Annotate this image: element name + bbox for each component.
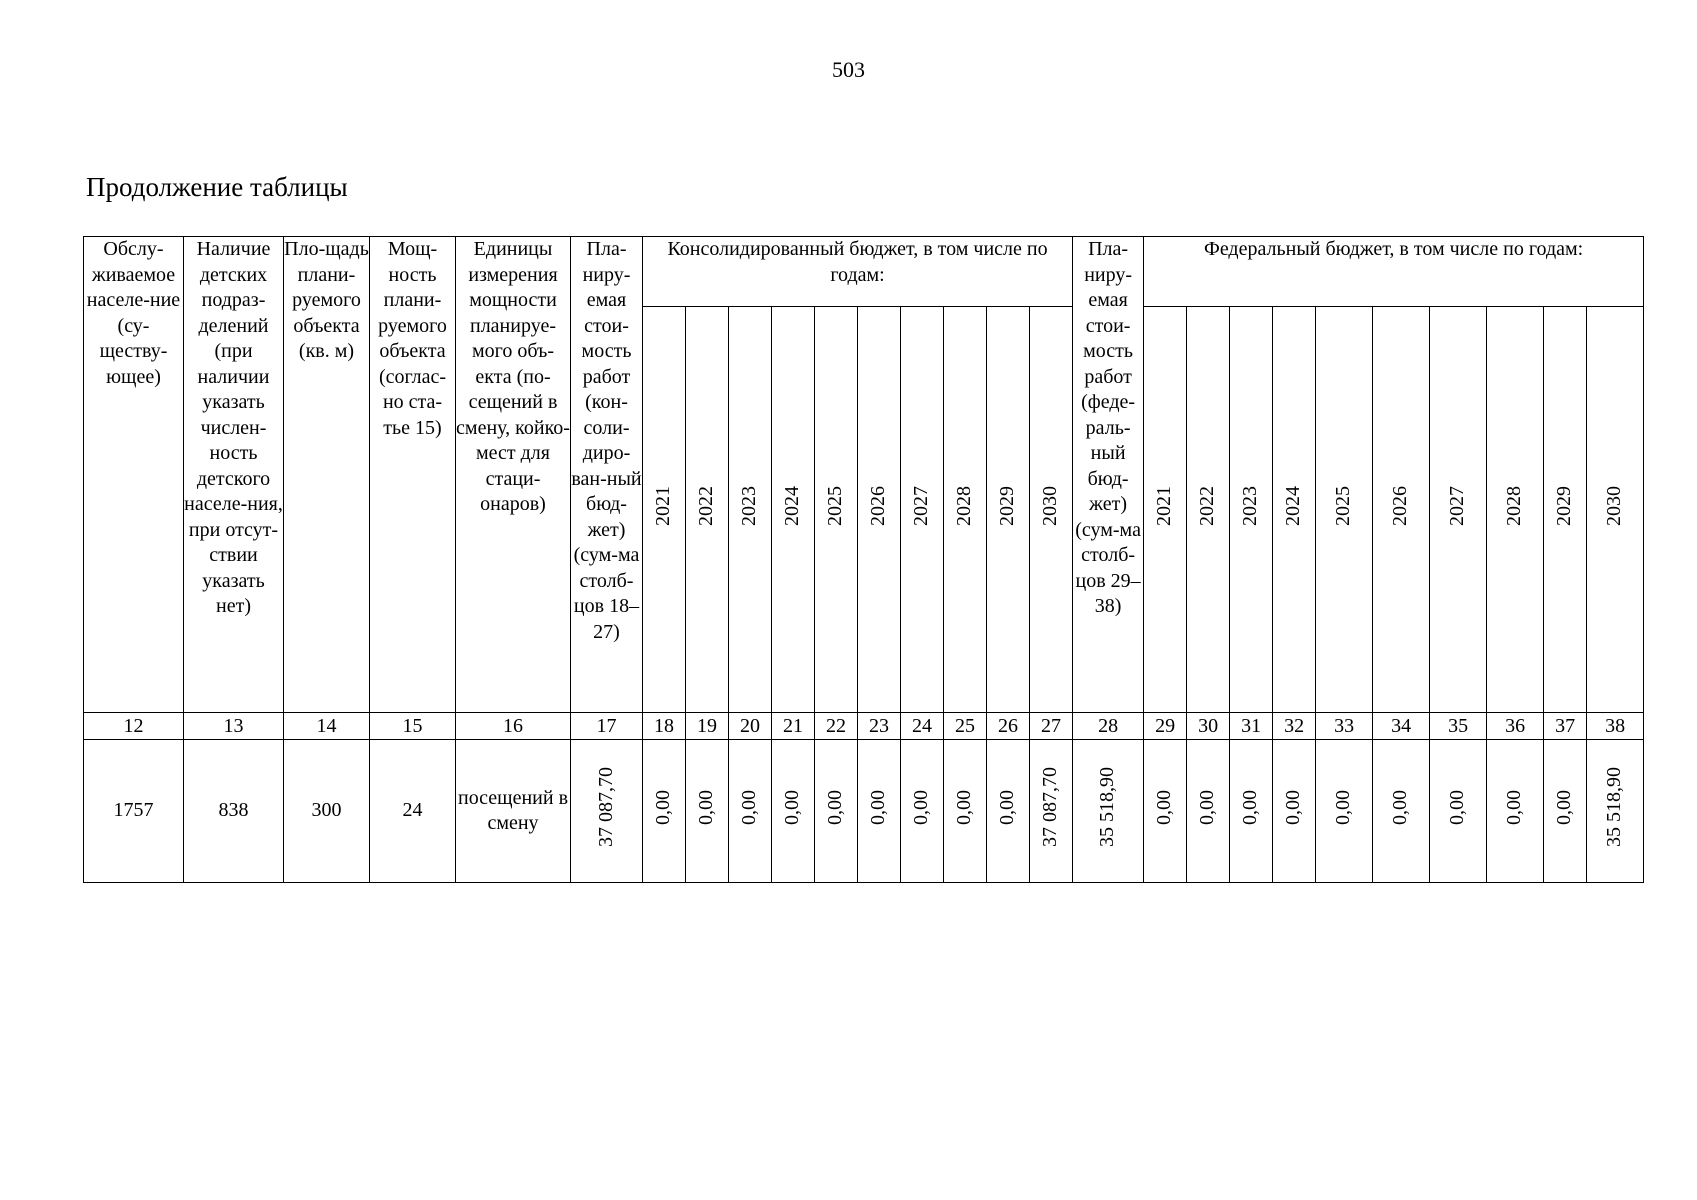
federal-year-header: 2022 xyxy=(1187,307,1230,713)
consolidated-year-header: 2022 xyxy=(686,307,729,713)
cell-consolidated-year: 0,00 xyxy=(686,740,729,883)
column-number: 26 xyxy=(987,713,1030,740)
cell-consolidated-cost: 37 087,70 xyxy=(571,740,643,883)
cell-area: 300 xyxy=(284,740,370,883)
column-number: 25 xyxy=(944,713,987,740)
header-capacity: Мощ-ность плани-руемого объекта (соглас-но ста-тье 15) xyxy=(370,237,456,713)
column-number: 12 xyxy=(84,713,184,740)
cell-consolidated-year: 0,00 xyxy=(858,740,901,883)
column-number: 28 xyxy=(1073,713,1144,740)
cell-consolidated-year: 0,00 xyxy=(901,740,944,883)
cell-federal-year: 0,00 xyxy=(1487,740,1544,883)
column-number: 29 xyxy=(1144,713,1187,740)
cell-federal-year: 0,00 xyxy=(1430,740,1487,883)
consolidated-year-header: 2021 xyxy=(643,307,686,713)
column-number-row xyxy=(84,713,1644,740)
cell-federal-year: 0,00 xyxy=(1187,740,1230,883)
column-number: 15 xyxy=(370,713,456,740)
consolidated-year-header: 2030 xyxy=(1030,307,1073,713)
column-number: 37 xyxy=(1544,713,1587,740)
column-number: 13 xyxy=(184,713,284,740)
cell-capacity-units: посещений в смену xyxy=(456,740,571,883)
table-caption: Продолжение таблицы xyxy=(86,172,348,202)
column-number: 18 xyxy=(643,713,686,740)
cell-federal-year: 0,00 xyxy=(1316,740,1373,883)
cell-consolidated-year: 0,00 xyxy=(944,740,987,883)
column-number: 33 xyxy=(1316,713,1373,740)
column-number: 32 xyxy=(1273,713,1316,740)
cell-served-population: 1757 xyxy=(84,740,184,883)
consolidated-year-header: 2024 xyxy=(772,307,815,713)
federal-year-header: 2023 xyxy=(1230,307,1273,713)
column-number: 31 xyxy=(1230,713,1273,740)
consolidated-year-header: 2027 xyxy=(901,307,944,713)
cell-federal-year: 0,00 xyxy=(1230,740,1273,883)
consolidated-year-header: 2023 xyxy=(729,307,772,713)
federal-year-header: 2027 xyxy=(1430,307,1487,713)
header-served-population: Обслу-живаемое населе-ние (су-ществу-ющее) xyxy=(84,237,184,713)
cell-federal-cost: 35 518,90 xyxy=(1073,740,1144,883)
column-number: 23 xyxy=(858,713,901,740)
budget-table xyxy=(83,236,1644,883)
column-number: 27 xyxy=(1030,713,1073,740)
consolidated-year-header: 2029 xyxy=(987,307,1030,713)
cell-consolidated-year: 37 087,70 xyxy=(1030,740,1073,883)
column-number: 38 xyxy=(1587,713,1644,740)
cell-consolidated-year: 0,00 xyxy=(987,740,1030,883)
column-number: 16 xyxy=(456,713,571,740)
header-children-units: Наличие детских подраз-делений (при наличии указать числен-ность детского населе-ния, при отсут-ствии указать нет) xyxy=(184,237,284,713)
federal-year-header: 2028 xyxy=(1487,307,1544,713)
cell-children-units: 838 xyxy=(184,740,284,883)
column-number: 21 xyxy=(772,713,815,740)
page-number: 503 xyxy=(832,57,865,82)
cell-consolidated-year: 0,00 xyxy=(772,740,815,883)
cell-consolidated-year: 0,00 xyxy=(815,740,858,883)
header-consolidated-cost: Пла-ниру-емая стои-мость работ (кон-соли-диро-ван-ный бюд-жет) (сум-ма столб-цов 18–27) xyxy=(571,237,643,713)
header-area: Пло-щадь плани-руемого объекта (кв. м) xyxy=(284,237,370,713)
consolidated-year-header: 2026 xyxy=(858,307,901,713)
cell-federal-year: 0,00 xyxy=(1144,740,1187,883)
consolidated-year-header: 2028 xyxy=(944,307,987,713)
cell-capacity: 24 xyxy=(370,740,456,883)
federal-year-header: 2024 xyxy=(1273,307,1316,713)
cell-federal-year: 0,00 xyxy=(1544,740,1587,883)
column-number: 20 xyxy=(729,713,772,740)
federal-year-header: 2026 xyxy=(1373,307,1430,713)
table-row xyxy=(84,740,1644,883)
header-federal-group: Федеральный бюджет, в том числе по годам: xyxy=(1144,237,1644,307)
cell-consolidated-year: 0,00 xyxy=(643,740,686,883)
cell-federal-year: 35 518,90 xyxy=(1587,740,1644,883)
column-number: 22 xyxy=(815,713,858,740)
header-consolidated-group: Консолидированный бюджет, в том числе по годам: xyxy=(643,237,1073,307)
federal-year-header: 2029 xyxy=(1544,307,1587,713)
federal-year-header: 2021 xyxy=(1144,307,1187,713)
cell-consolidated-year: 0,00 xyxy=(729,740,772,883)
cell-federal-year: 0,00 xyxy=(1273,740,1316,883)
header-federal-cost: Пла-ниру-емая стои-мость работ (феде-раль-ный бюд-жет) (сум-ма столб-цов 29–38) xyxy=(1073,237,1144,713)
column-number: 35 xyxy=(1430,713,1487,740)
header-capacity-units: Единицы измерения мощности планируе-мого объ-екта (по-сещений в смену, койко-мест для стаци-онаров) xyxy=(456,237,571,713)
federal-year-header: 2025 xyxy=(1316,307,1373,713)
column-number: 36 xyxy=(1487,713,1544,740)
column-number: 19 xyxy=(686,713,729,740)
consolidated-year-header: 2025 xyxy=(815,307,858,713)
column-number: 14 xyxy=(284,713,370,740)
federal-year-header: 2030 xyxy=(1587,307,1644,713)
cell-federal-year: 0,00 xyxy=(1373,740,1430,883)
column-number: 24 xyxy=(901,713,944,740)
column-number: 34 xyxy=(1373,713,1430,740)
column-number: 17 xyxy=(571,713,643,740)
column-number: 30 xyxy=(1187,713,1230,740)
